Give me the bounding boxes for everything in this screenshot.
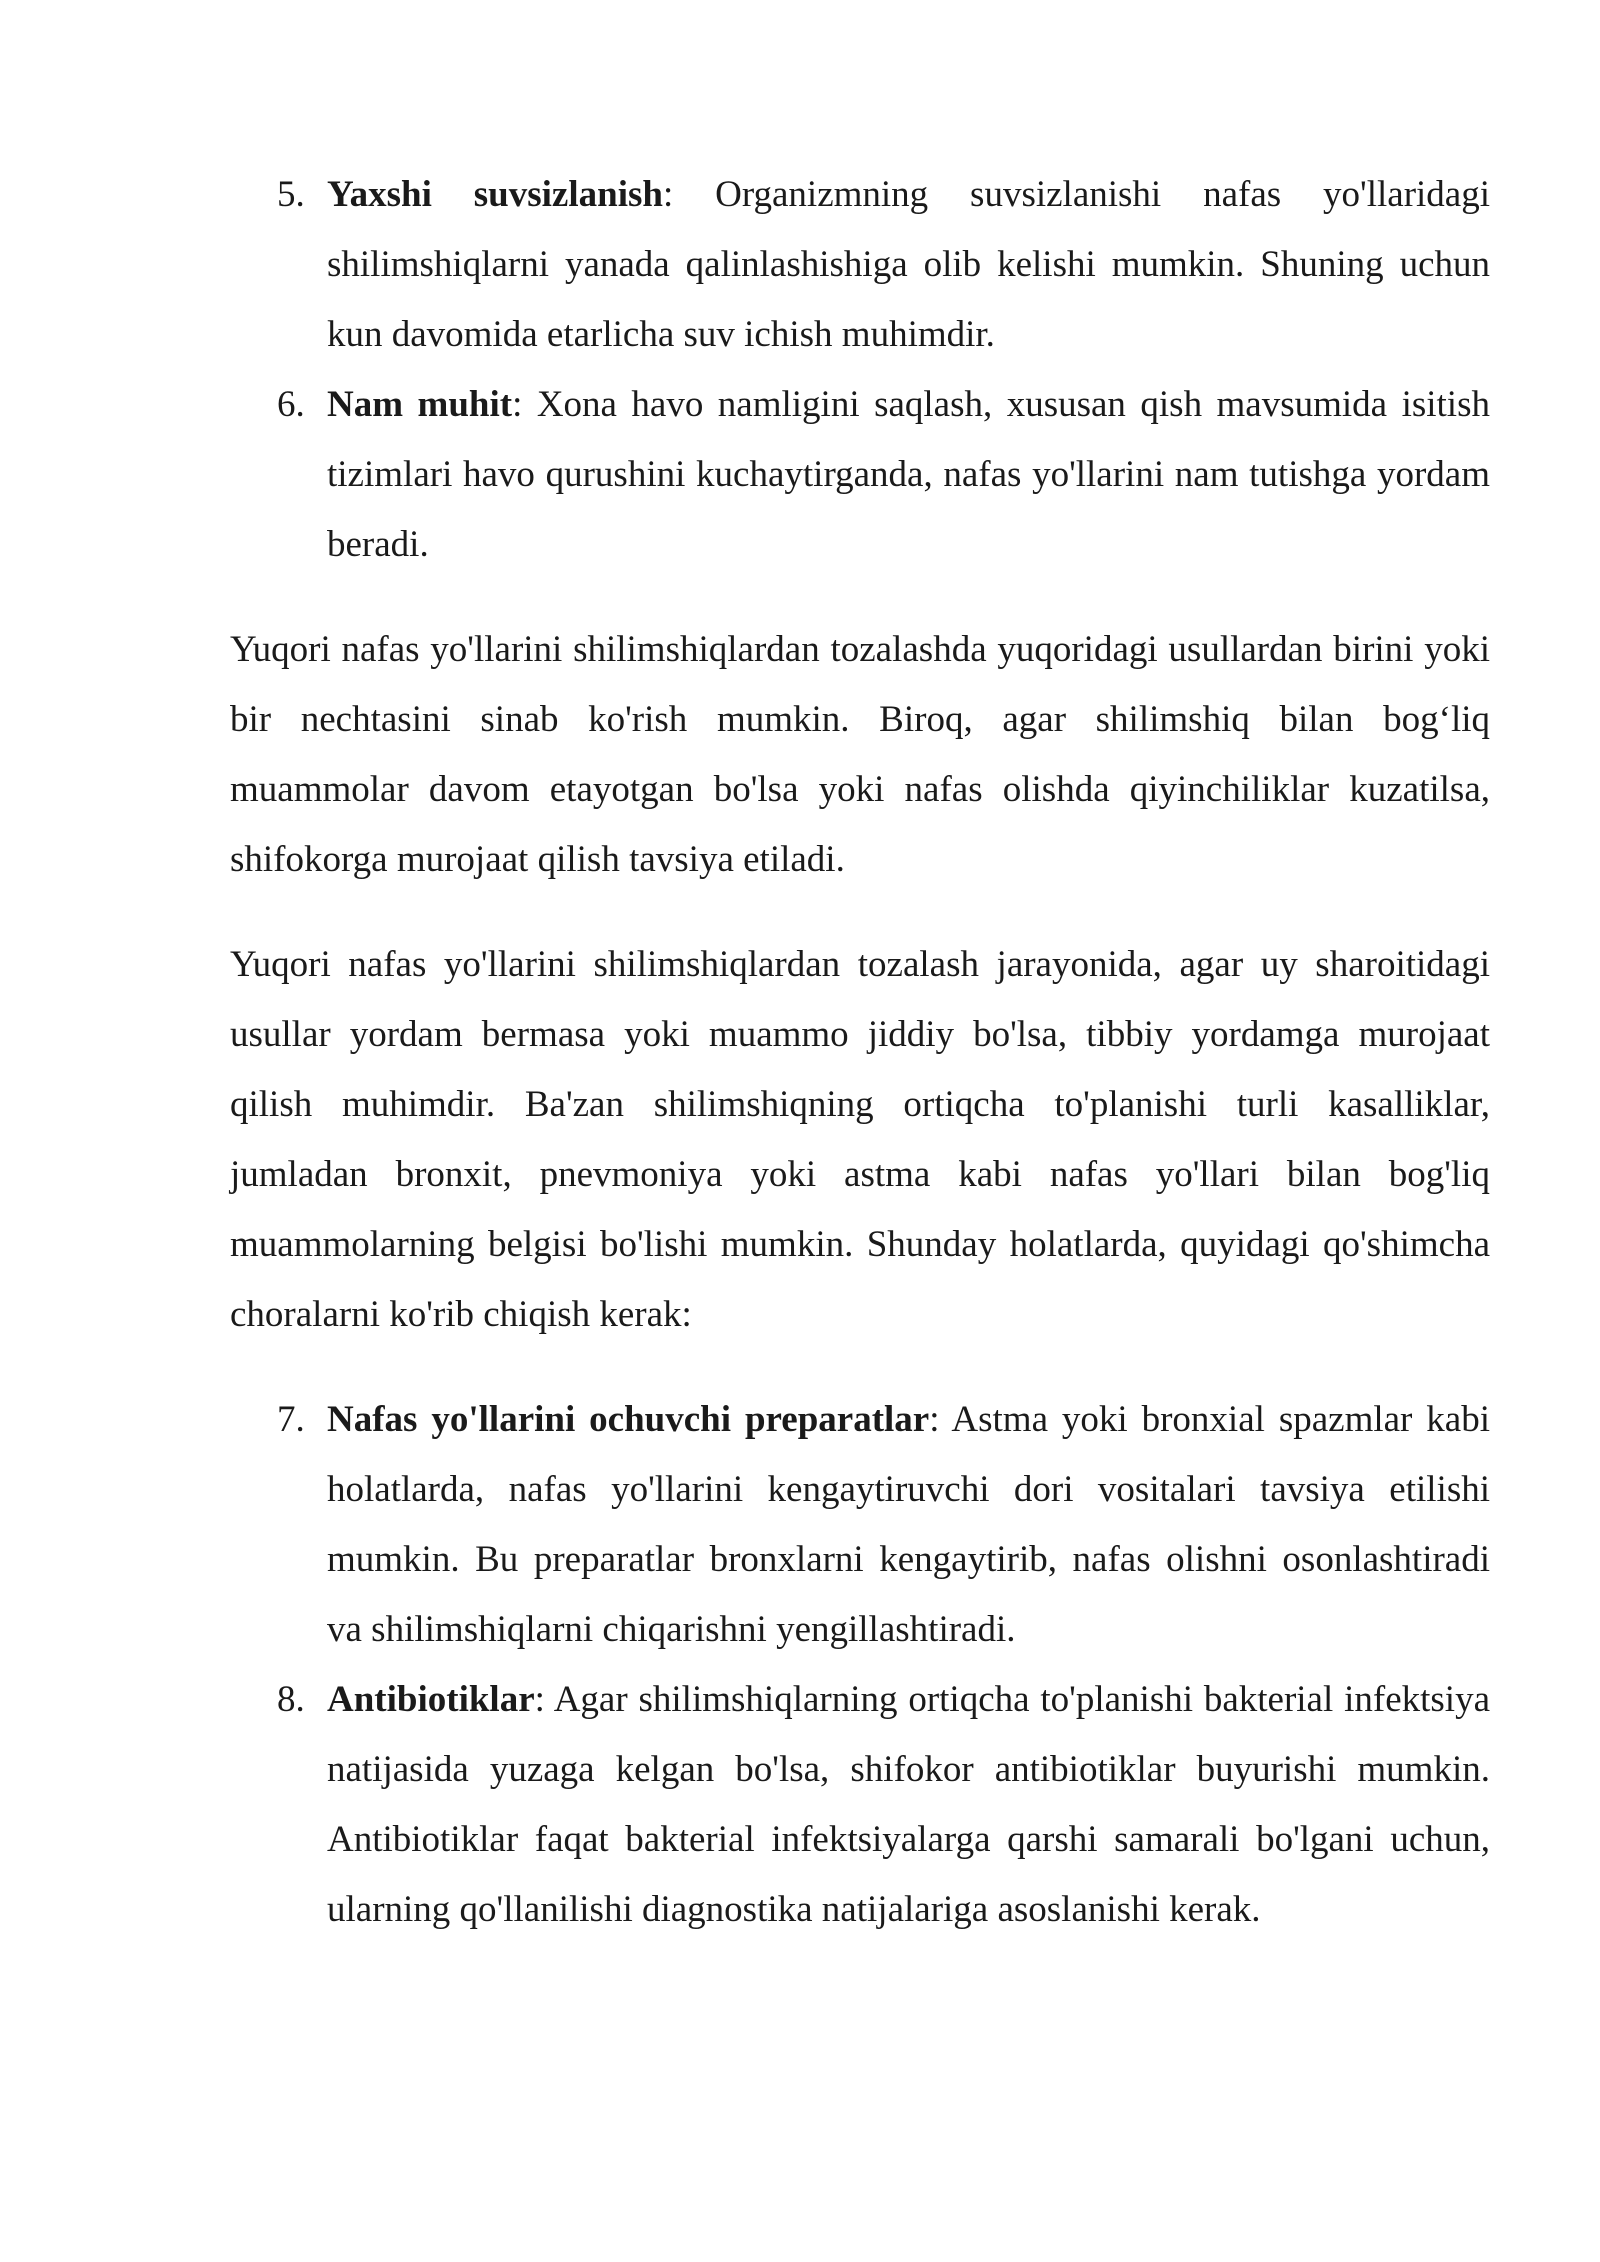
numbered-list — [230, 1385, 1490, 1945]
list-item — [230, 160, 1490, 370]
numbered-list — [230, 160, 1490, 580]
list-item-term: Nafas yo'llarini ochuvchi preparatlar — [327, 1399, 930, 1440]
list-item-number: 7. — [277, 1399, 305, 1440]
list-item-number: 6. — [277, 384, 305, 425]
body-paragraph: Yuqori nafas yo'llarini shilimshiqlardan tozalashda yuqoridagi usullardan birini yoki bir nechtasini sinab ko'rish mumkin. Biroq, agar shilimshiq bilan bog‘liq muammolar davom etayotgan bo'lsa yoki nafas olishda qiyinchiliklar kuzatilsa, shifokorga murojaat qilish tavsiya etiladi. — [230, 629, 1490, 880]
list-item-text: : Xona havo namligini saqlash, xususan qish mavsumida isitish tizimlari havo qurushini kuchaytirganda, nafas yo'llarini nam tutishga yordam beradi. — [327, 384, 1490, 565]
list-item-number: 5. — [277, 174, 305, 215]
list-item-term: Nam muhit — [327, 384, 513, 425]
list-item — [230, 370, 1490, 580]
list-item — [230, 1665, 1490, 1945]
list-item-term: Antibiotiklar — [327, 1679, 535, 1720]
list-item-text: : Agar shilimshiqlarning ortiqcha to'planishi bakterial infektsiya natijasida yuzaga kelgan bo'lsa, shifokor antibiotiklar buyurishi mumkin. Antibiotiklar faqat bakterial infektsiyalarga qarshi samarali bo'lgani uchun, ularning qo'llanilishi diagnostika natijalariga asoslanishi kerak. — [327, 1679, 1490, 1930]
body-paragraph: Yuqori nafas yo'llarini shilimshiqlardan tozalash jarayonida, agar uy sharoitidagi usullar yordam bermasa yoki muammo jiddiy bo'lsa, tibbiy yordamga murojaat qilish muhimdir. Ba'zan shilimshiqning ortiqcha to'planishi turli kasalliklar, jumladan bronxit, pnevmoniya yoki astma kabi nafas yo'llari bilan bog'liq muammolarning belgisi bo'lishi mumkin. Shunday holatlarda, quyidagi qo'shimcha choralarni ko'rib chiqish kerak: — [230, 944, 1490, 1335]
list-item-number: 8. — [277, 1679, 305, 1720]
list-item-text: : Astma yoki bronxial spazmlar kabi holatlarda, nafas yo'llarini kengaytiruvchi dori vositalari tavsiya etilishi mumkin. Bu preparatlar bronxlarni kengaytirib, nafas olishni osonlashtiradi va shilimshiqlarni chiqarishni yengillashtiradi. — [327, 1399, 1490, 1650]
list-item-text: : Organizmning suvsizlanishi nafas yo'llaridagi shilimshiqlarni yanada qalinlashishiga olib kelishi mumkin. Shuning uchun kun davomida etarlicha suv ichish muhimdir. — [327, 174, 1490, 355]
list-item — [230, 1385, 1490, 1665]
document-page — [230, 160, 1490, 1945]
list-item-term: Yaxshi suvsizlanish — [327, 174, 663, 215]
